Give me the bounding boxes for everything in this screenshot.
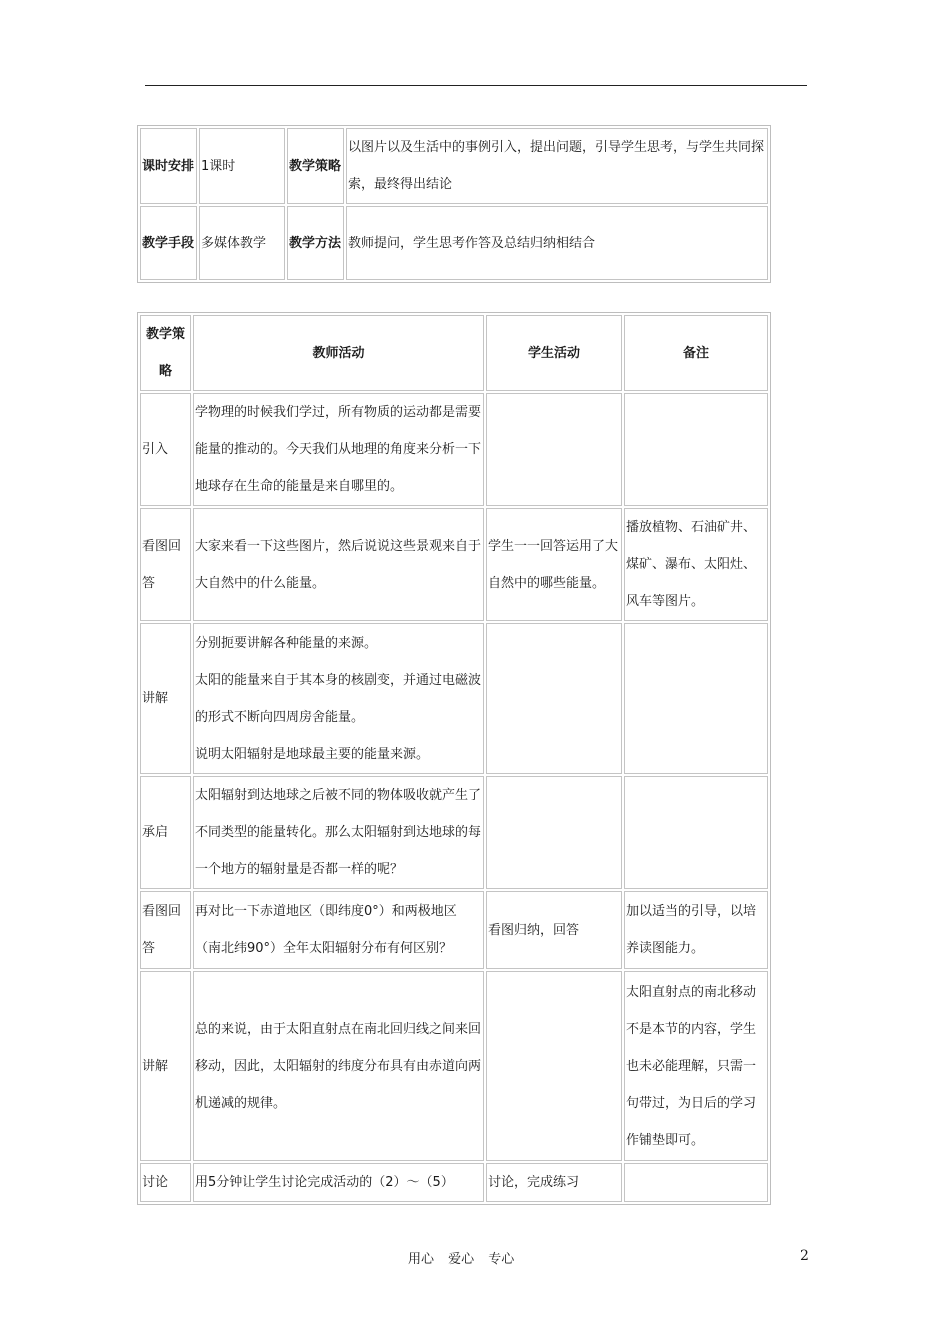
info-value: 教师提问，学生思考作答及总结归纳相结合 — [346, 206, 768, 280]
note-cell — [624, 776, 768, 889]
student-activity-cell: 看图归纳，回答 — [486, 891, 622, 969]
info-value: 1课时 — [199, 128, 285, 204]
strategy-cell: 讨论 — [140, 1163, 191, 1202]
strategy-cell: 讲解 — [140, 623, 191, 774]
strategy-cell: 引入 — [140, 393, 191, 506]
course-info-table — [137, 125, 771, 283]
course-info-row — [140, 128, 768, 204]
teacher-activity-line: 分别扼要讲解各种能量的来源。 — [195, 635, 378, 651]
page-number: 2 — [800, 1248, 809, 1264]
info-label: 教学方法 — [287, 206, 344, 280]
teacher-activity-cell: 用5分钟让学生讨论完成活动的（2）～（5） — [193, 1163, 484, 1202]
note-cell — [624, 393, 768, 506]
teacher-activity-cell: 总的来说，由于太阳直射点在南北回归线之间来回移动，因此，太阳辐射的纬度分布具有由赤道向两机递减的规律。 — [193, 971, 484, 1161]
table-row — [140, 971, 768, 1161]
footer-motto: 用心 爱心 专心 — [408, 1252, 515, 1267]
header-rule — [145, 85, 807, 86]
column-header: 备注 — [624, 315, 768, 391]
table-row — [140, 393, 768, 506]
student-activity-cell — [486, 393, 622, 506]
teacher-activity-cell: 太阳辐射到达地球之后被不同的物体吸收就产生了不同类型的能量转化。那么太阳辐射到达地球的每一个地方的辐射量是否都一样的呢？ — [193, 776, 484, 889]
student-activity-cell — [486, 971, 622, 1161]
info-label: 教学手段 — [140, 206, 197, 280]
table-row — [140, 891, 768, 969]
student-activity-cell — [486, 623, 622, 774]
note-cell: 播放植物、石油矿井、煤矿、瀑布、太阳灶、风车等图片。 — [624, 508, 768, 621]
info-label: 课时安排 — [140, 128, 197, 204]
table-header-row — [140, 315, 768, 391]
teacher-activity-line: 太阳的能量来自于其本身的核剧变，并通过电磁波的形式不断向四周房舍能量。 — [195, 672, 482, 725]
teacher-activity-cell: 再对比一下赤道地区（即纬度0°）和两极地区（南北纬90°）全年太阳辐射分布有何区别？ — [193, 891, 484, 969]
info-label: 教学策略 — [287, 128, 344, 204]
note-cell — [624, 1163, 768, 1202]
strategy-cell: 看图回答 — [140, 891, 191, 969]
note-cell: 太阳直射点的南北移动不是本节的内容，学生也未必能理解，只需一句带过，为日后的学习作铺垫即可。 — [624, 971, 768, 1161]
table-row — [140, 1163, 768, 1202]
student-activity-cell: 讨论，完成练习 — [486, 1163, 622, 1202]
teacher-activity-line: 说明太阳辐射是地球最主要的能量来源。 — [195, 746, 430, 762]
page-footer — [0, 1248, 950, 1270]
student-activity-cell: 学生一一回答运用了大自然中的哪些能量。 — [486, 508, 622, 621]
strategy-cell: 讲解 — [140, 971, 191, 1161]
column-header: 教学策略 — [140, 315, 191, 391]
info-value: 以图片以及生活中的事例引入，提出问题，引导学生思考，与学生共同探索，最终得出结论 — [346, 128, 768, 204]
column-header: 学生活动 — [486, 315, 622, 391]
column-header: 教师活动 — [193, 315, 484, 391]
course-info-row — [140, 206, 768, 280]
student-activity-cell — [486, 776, 622, 889]
table-row — [140, 623, 768, 774]
strategy-cell: 承启 — [140, 776, 191, 889]
note-cell — [624, 623, 768, 774]
note-cell: 加以适当的引导，以培养读图能力。 — [624, 891, 768, 969]
teacher-activity-cell — [193, 623, 484, 774]
teacher-activity-cell: 大家来看一下这些图片，然后说说这些景观来自于大自然中的什么能量。 — [193, 508, 484, 621]
strategy-cell: 看图回答 — [140, 508, 191, 621]
teacher-activity-cell: 学物理的时候我们学过，所有物质的运动都是需要能量的推动的。今天我们从地理的角度来分析一下地球存在生命的能量是来自哪里的。 — [193, 393, 484, 506]
teaching-process-table — [137, 312, 771, 1205]
table-row — [140, 776, 768, 889]
table-row — [140, 508, 768, 621]
info-value: 多媒体教学 — [199, 206, 285, 280]
